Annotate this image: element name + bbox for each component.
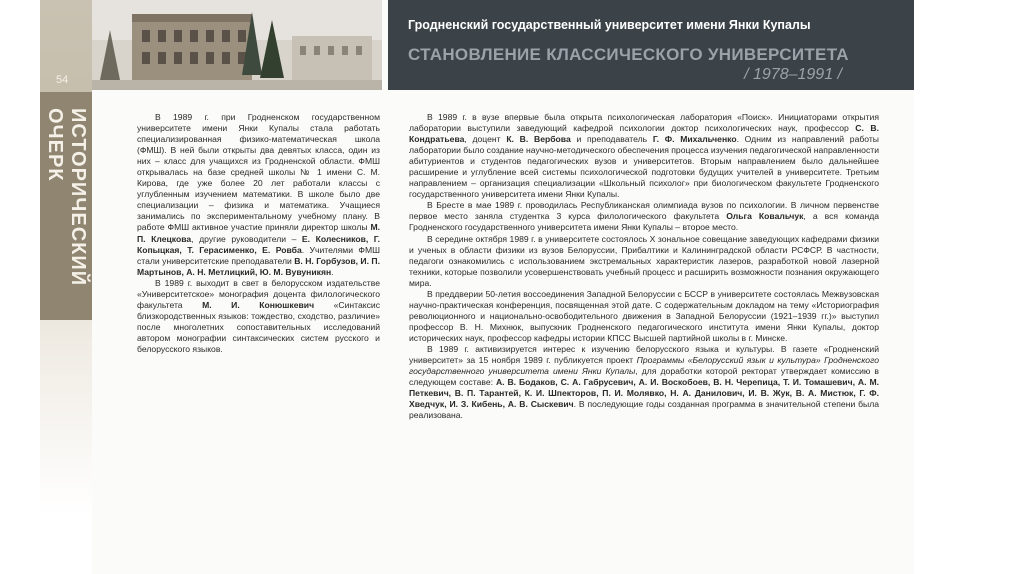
section-years: / 1978–1991 /: [744, 66, 842, 83]
sidebar-title: ИСТОРИЧЕСКИЙ ОЧЕРК: [44, 108, 89, 287]
paragraph: В 1989 г. активизируется интерес к изучению белорусского языка и культуры. В газете «Гродненский университет» за 15 ноября 1989 г. публикуется проект Программы «Белорусский язык и культура» Гродненского государственного университета имени Янки Купалы, для доработки которой ректорат утверждает комиссию в следующем составе: А. В. Бодаков, С. А. Габрусевич, А. И. Воскобоев, В. Н. Черепица, Т. И. Томашевич, А. М. Петкевич, В. П. Тарантей, К. И. Шпекторов, П. И. Молявко, Н. А. Данилович, И. В. Жук, В. А. Мистюк, Г. Ф. Хведчук, И. З. Кибень, А. В. Сыскевич. В последующие годы созданная программа в значительной степени была реализована.: [409, 343, 879, 421]
paragraph: В середине октября 1989 г. в университете состоялось X зональное совещание заведующих кафедрами физики и ученых в области физики из вузов Белоруссии, Прибалтики и Калининградской области РСФСР. В частности, педагоги ознакомились с использованием экстремальных характеристик лазеров, разработкой новой лазерной техники, которые позволили усовершенствовать учебный процесс и расширить возможности познания окружающего мира.: [409, 233, 879, 288]
paragraph: В 1989 г. в вузе впервые была открыта психологическая лаборатория «Поиск». Инициаторами открытия лаборатории выступили заведующий кафедрой психологии доктор психологических наук, профессор С. В. Кондратьева, доцент К. В. Вербова и преподаватель Г. Ф. Михальченко. Одним из направлений работы лаборатории было создание научно-методического обеспечения процесса изучения педагогической направленности абитуриентов и студентов педагогических вузов и университетов. Вторым направлением было дальнейшее расширение и углубление всей системы психологической подготовки будущих учителей в университете. Третьим направлением – организация специализации «Школьный психолог» при биологическом факультете Гродненского государственного университета имени Янки Купалы.: [409, 112, 880, 200]
university-building-image: [92, 0, 382, 90]
paragraph: В 1989 г. при Гродненском государственном университете имени Янки Купалы стала работать специализированная физико-математическая школа (ФМШ). В ней были открыты два девятых класса, один из них – класс для учащихся из Гродненской области. ФМШ открывалась на базе средней школы № 1 имени С. М. Кирова, где уже более 20 лет работали классы с углубленным изучением математики. В школе было две специализации – физика и математика. Учащиеся занимались по экспериментальному учебному плану. В работе ФМШ активное участие приняли директор школы М. П. Клецкова, другие руководители – Е. Колесников, Г. Копыцкая, Т. Герасименко, Е. Ровба. Учителями ФМШ стали университетские преподаватели В. Н. Горбузов, И. П. Мартынов, А. Н. Метлицкий, Ю. М. Вувуникян.: [137, 112, 380, 277]
section-title: СТАНОВЛЕНИЕ КЛАССИЧЕСКОГО УНИВЕРСИТЕТА: [408, 45, 849, 64]
paragraph: В 1989 г. выходит в свет в белорусском издательстве «Университетское» монография доцента филологического факультета М. И. Конюшкевич «Синтаксис близкородственных языков: тождество, сходство, различие» после многолетних сопоставительных исследований автором монографии синтаксических систем русского и белорусского языков.: [137, 277, 380, 354]
page-header: [388, 0, 914, 90]
paragraph: В преддверии 50-летия воссоединения Западной Белоруссии с БССР в университете состоялась Межвузовская научно-практическая конференция, посвященная этой дате. С содержательным докладом на тему «Историография революционного и национально-освободительного движения в Западной Белоруссии (1921–1939 гг.)» выступил профессор В. Н. Михнюк, выпускник Гродненского педагогического института имени Янки Купалы, доктор исторических наук, профессор кафедры истории КПСС Высшей партийной школы в г. Минске.: [409, 288, 879, 343]
right-column: [409, 112, 879, 421]
header-photo: [92, 0, 382, 90]
paragraph: В Бресте в мае 1989 г. проводилась Республиканская олимпиада вузов по психологии. В личном первенстве первое место заняла студентка 3 курса филологического факультета Ольга Ковальчук, а вся команда Гродненского государственного университета имени Янки Купалы – второе место.: [409, 200, 879, 233]
left-column: [137, 112, 380, 355]
page-number: 54: [56, 74, 69, 86]
university-name: Гродненский государственный университет имени Янки Купалы: [408, 18, 811, 32]
